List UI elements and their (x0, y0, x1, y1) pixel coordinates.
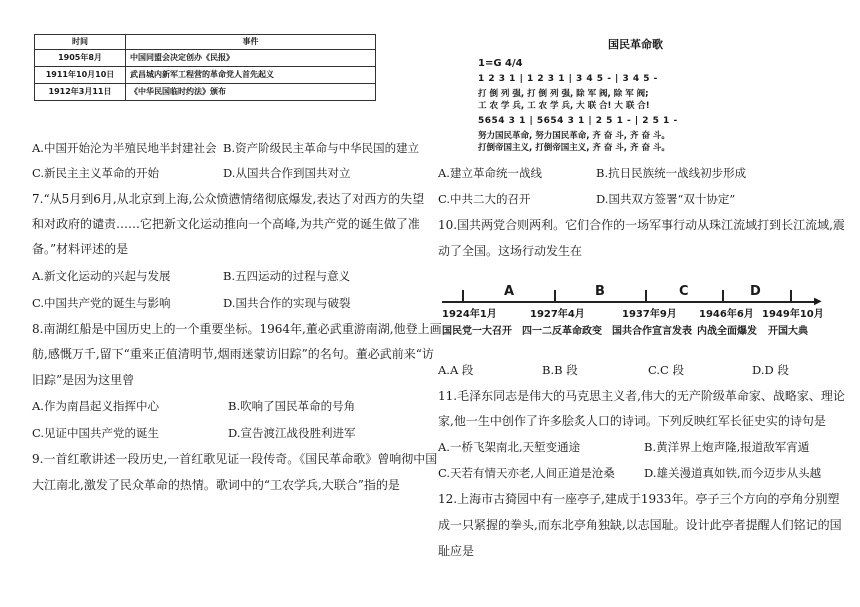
q7-stem-line: 7.“从5月到6月,从北京到上海,公众愤懑情绪彻底爆发,表达了对西方的失望 (32, 192, 425, 206)
score-lyrics-row: 努力国民革命, 努力国民革命, 齐 奋 斗, 齐 奋 斗。 (478, 131, 670, 141)
q7-option-b[interactable]: B.五四运动的过程与意义 (223, 269, 351, 283)
timeline-segment-b: B (595, 284, 605, 299)
table-cell-event: 《中华民国临时约法》颁布 (126, 84, 376, 101)
q8-option-c[interactable]: C.见证中国共产党的诞生 (32, 426, 160, 440)
table-cell-event: 武昌城内新军工程营的革命党人首先起义 (126, 67, 376, 84)
q9-option-d[interactable]: D.国共双方签署“双十协定” (596, 192, 736, 206)
score-notes-row-2: 5654 3 1 | 5654 3 1 | 2 5 1 - | 2 5 1 - (478, 116, 678, 126)
q7-option-d[interactable]: D.国共合作的实现与破裂 (223, 296, 351, 310)
timeline-date: 1924年1月 (442, 309, 497, 320)
q7-option-c[interactable]: C.中国共产党的诞生与影响 (32, 296, 171, 310)
q9-stem-line: 大江南北,激发了民众革命的热情。歌词中的“工农学兵,大联合”指的是 (32, 478, 400, 492)
timeline-event: 国共合作宣言发表 (612, 326, 692, 337)
q8-stem-line: 旧踪”是因为这里曾 (32, 373, 135, 387)
q8-option-a[interactable]: A.作为南昌起义指挥中心 (32, 399, 159, 413)
score-lyrics-row: 打 倒 列 强, 打 倒 列 强, 除 军 阀, 除 军 阀; (478, 89, 649, 99)
timeline-arrow-icon: ▶ (814, 296, 822, 307)
q8-option-d[interactable]: D.宣告渡江战役胜利进军 (228, 426, 356, 440)
timeline-tick (554, 290, 556, 303)
timeline-date: 1949年10月 (762, 309, 824, 320)
q6-option-a[interactable]: A.中国开始沦为半殖民地半封建社会 (32, 141, 217, 155)
table-row (35, 50, 376, 67)
q12-stem-line: 耻应是 (438, 544, 475, 558)
table-cell-time: 1905年8月 (35, 50, 126, 67)
timeline-tick (722, 290, 724, 303)
table-header-row (35, 35, 376, 50)
timeline-segment-c: C (679, 284, 689, 299)
q11-stem-line: 11.毛泽东同志是伟大的马克思主义者,伟大的无产阶级革命家、战略家、理论 (438, 389, 845, 403)
q11-option-c[interactable]: C.天若有情天亦老,人间正道是沧桑 (438, 466, 615, 480)
timeline-event: 开国大典 (768, 326, 808, 337)
q7-option-a[interactable]: A.新文化运动的兴起与发展 (32, 269, 171, 283)
q10-option-c[interactable]: C.C 段 (648, 363, 684, 377)
timeline-event: 内战全面爆发 (697, 326, 757, 337)
q10-option-a[interactable]: A.A 段 (438, 363, 474, 377)
q11-option-d[interactable]: D.雄关漫道真如铁,而今迈步从头越 (644, 466, 822, 480)
song-key: 1=G 4/4 (478, 58, 523, 69)
q6-option-b[interactable]: B.资产阶级民主革命与中华民国的建立 (223, 141, 420, 155)
q6-option-d[interactable]: D.从国共合作到国共对立 (223, 166, 351, 180)
q11-option-a[interactable]: A.一桥飞架南北,天堑变通途 (438, 440, 581, 454)
timeline-segment-d: D (750, 284, 761, 299)
table-row (35, 67, 376, 84)
timeline-tick (462, 290, 464, 303)
table-row (35, 84, 376, 101)
timeline-tick (790, 290, 792, 303)
timeline (442, 282, 837, 342)
timeline-event: 四一二反革命政变 (522, 326, 602, 337)
table-cell-time: 1911年10月10日 (35, 67, 126, 84)
q10-stem-line: 10.国共两党合则两利。它们合作的一场军事行动从珠江流域打到长江流域,震 (438, 218, 845, 232)
score-lyrics-row: 打倒帝国主义, 打倒帝国主义, 齐 奋 斗, 齐 奋 斗。 (478, 143, 670, 153)
q10-option-b[interactable]: B.B 段 (542, 363, 578, 377)
q7-stem-line: 备。”材料评述的是 (32, 242, 129, 256)
song-title: 国民革命歌 (608, 38, 663, 51)
q8-stem-line: 舫,感慨万千,留下“重来正值清明节,烟雨迷蒙访旧踪”的名句。董必武前来“访 (32, 347, 434, 361)
score-notes-row-1: 1 2 3 1 | 1 2 3 1 | 3 4 5 - | 3 4 5 - (478, 74, 658, 84)
q9-option-b[interactable]: B.抗日民族统一战线初步形成 (596, 166, 747, 180)
q11-stem-line: 家,他一生中创作了许多脍炙人口的诗词。下列反映红军长征史实的诗句是 (438, 414, 826, 428)
q9-option-c[interactable]: C.中共二大的召开 (438, 192, 531, 206)
q8-option-b[interactable]: B.吹响了国民革命的号角 (228, 399, 356, 413)
score-lyrics-row: 工 农 学 兵, 工 农 学 兵, 大 联 合! 大 联 合! (478, 101, 650, 111)
table-cell-time: 1912年3月11日 (35, 84, 126, 101)
event-table (34, 34, 376, 101)
q7-stem-line: 和对政府的谴责……它把新文化运动推向一个高峰,为共产党的诞生做了准 (32, 217, 420, 231)
q12-stem-line: 12.上海市古猗园中有一座亭子,建成于1933年。亭子三个方向的亭角分别塑 (438, 492, 840, 506)
q8-stem-line: 8.南湖红船是中国历史上的一个重要坐标。1964年,董必武重游南湖,他登上画 (32, 322, 442, 336)
q12-stem-line: 成一只紧握的拳头,而东北亭角独缺,以志国耻。设计此亭者提醒人们铭记的国 (438, 518, 842, 532)
q10-option-d[interactable]: D.D 段 (752, 363, 789, 377)
timeline-event: 国民党一大召开 (442, 326, 512, 337)
timeline-segment-a: A (504, 284, 515, 299)
q9-stem-line: 9.一首红歌讲述一段历史,一首红歌见证一段传奇。《国民革命歌》曾响彻中国 (32, 452, 438, 466)
q11-option-b[interactable]: B.黄洋界上炮声隆,报道敌军宵遁 (644, 440, 810, 454)
timeline-date: 1937年9月 (622, 309, 677, 320)
q10-stem-line: 动了全国。这场行动发生在 (438, 244, 583, 258)
timeline-date: 1927年4月 (530, 309, 585, 320)
table-header-time: 时间 (35, 35, 126, 50)
timeline-tick (645, 290, 647, 303)
table-header-event: 事件 (126, 35, 376, 50)
q9-option-a[interactable]: A.建立革命统一战线 (438, 166, 542, 180)
timeline-axis (442, 301, 818, 303)
table-cell-event: 中国同盟会决定创办《民报》 (126, 50, 376, 67)
q6-option-c[interactable]: C.新民主主义革命的开始 (32, 166, 160, 180)
timeline-date: 1946年6月 (699, 309, 754, 320)
